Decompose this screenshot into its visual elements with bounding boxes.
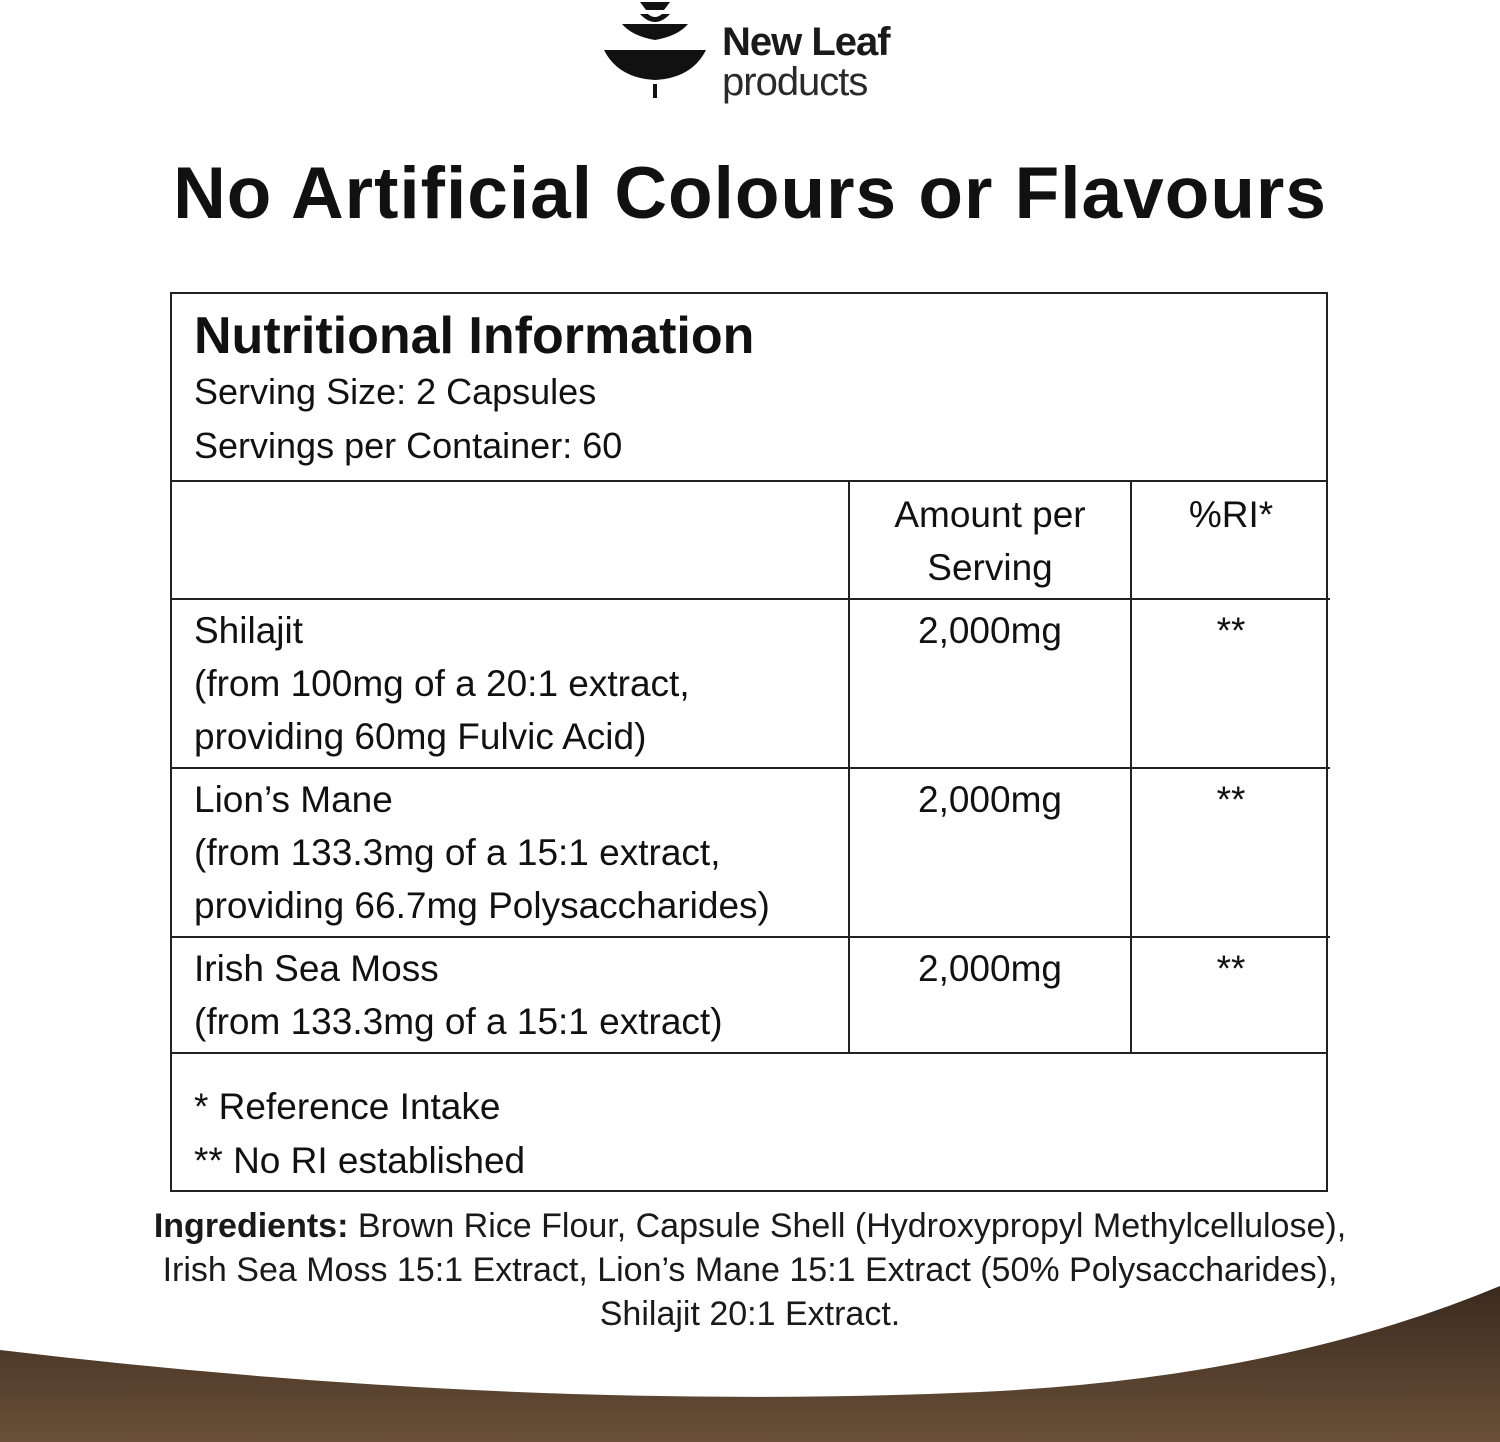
brand-name: New Leaf [722, 20, 890, 64]
ingredient-name: Shilajit [194, 610, 303, 651]
ingredient-name: Irish Sea Moss [194, 948, 439, 989]
ingredients-label: Ingredients: [153, 1207, 349, 1245]
table-row [172, 937, 1330, 1052]
footnotes [172, 1052, 1326, 1190]
servings-per-container: Servings per Container: 60 [194, 425, 623, 467]
ingredient-detail: (from 133.3mg of a 15:1 extract, [194, 832, 721, 873]
amount-cell: 2,000mg [849, 599, 1131, 768]
ingredient-detail: providing 66.7mg Polysaccharides) [194, 885, 770, 926]
nutrition-title: Nutritional Information [194, 307, 755, 365]
nutrition-table [172, 482, 1330, 1052]
amount-cell: 2,000mg [849, 937, 1131, 1052]
amount-cell: 2,000mg [849, 768, 1131, 937]
ingredient-cell [172, 768, 849, 937]
column-header-amount [849, 482, 1131, 599]
nutrition-header [172, 294, 1326, 482]
ingredient-detail: providing 60mg Fulvic Acid) [194, 716, 647, 757]
ingredient-detail: (from 100mg of a 20:1 extract, [194, 663, 690, 704]
page-headline: No Artificial Colours or Flavours [173, 153, 1327, 234]
footnote: * Reference Intake [194, 1086, 501, 1127]
ingredients-line: Irish Sea Moss 15:1 Extract, Lion’s Mane 15:1 Extract (50% Polysaccharides), [162, 1251, 1338, 1289]
table-header-row [172, 482, 1330, 599]
bottom-swoosh-decoration [0, 1282, 1500, 1442]
nutrition-panel [170, 292, 1328, 1192]
ingredient-name: Lion’s Mane [194, 779, 393, 820]
tiered-leaf-logo-icon [600, 0, 710, 105]
column-header-ingredient [172, 482, 849, 599]
column-header-ri: %RI* [1131, 482, 1330, 599]
ingredient-cell [172, 937, 849, 1052]
serving-size: Serving Size: 2 Capsules [194, 371, 597, 413]
ingredient-detail: (from 133.3mg of a 15:1 extract) [194, 1001, 723, 1042]
table-row [172, 768, 1330, 937]
brand-logo [600, 0, 920, 105]
brand-subtitle: products [722, 60, 868, 104]
ri-cell: ** [1131, 599, 1330, 768]
footnote: ** No RI established [194, 1140, 526, 1181]
column-header-amount-label: Amount per Serving [894, 494, 1086, 588]
ingredients-line: Brown Rice Flour, Capsule Shell (Hydroxypropyl Methylcellulose), [348, 1207, 1347, 1245]
ingredient-cell [172, 599, 849, 768]
ri-cell: ** [1131, 768, 1330, 937]
ingredients-line: Shilajit 20:1 Extract. [599, 1295, 901, 1333]
ri-cell: ** [1131, 937, 1330, 1052]
table-row [172, 599, 1330, 768]
